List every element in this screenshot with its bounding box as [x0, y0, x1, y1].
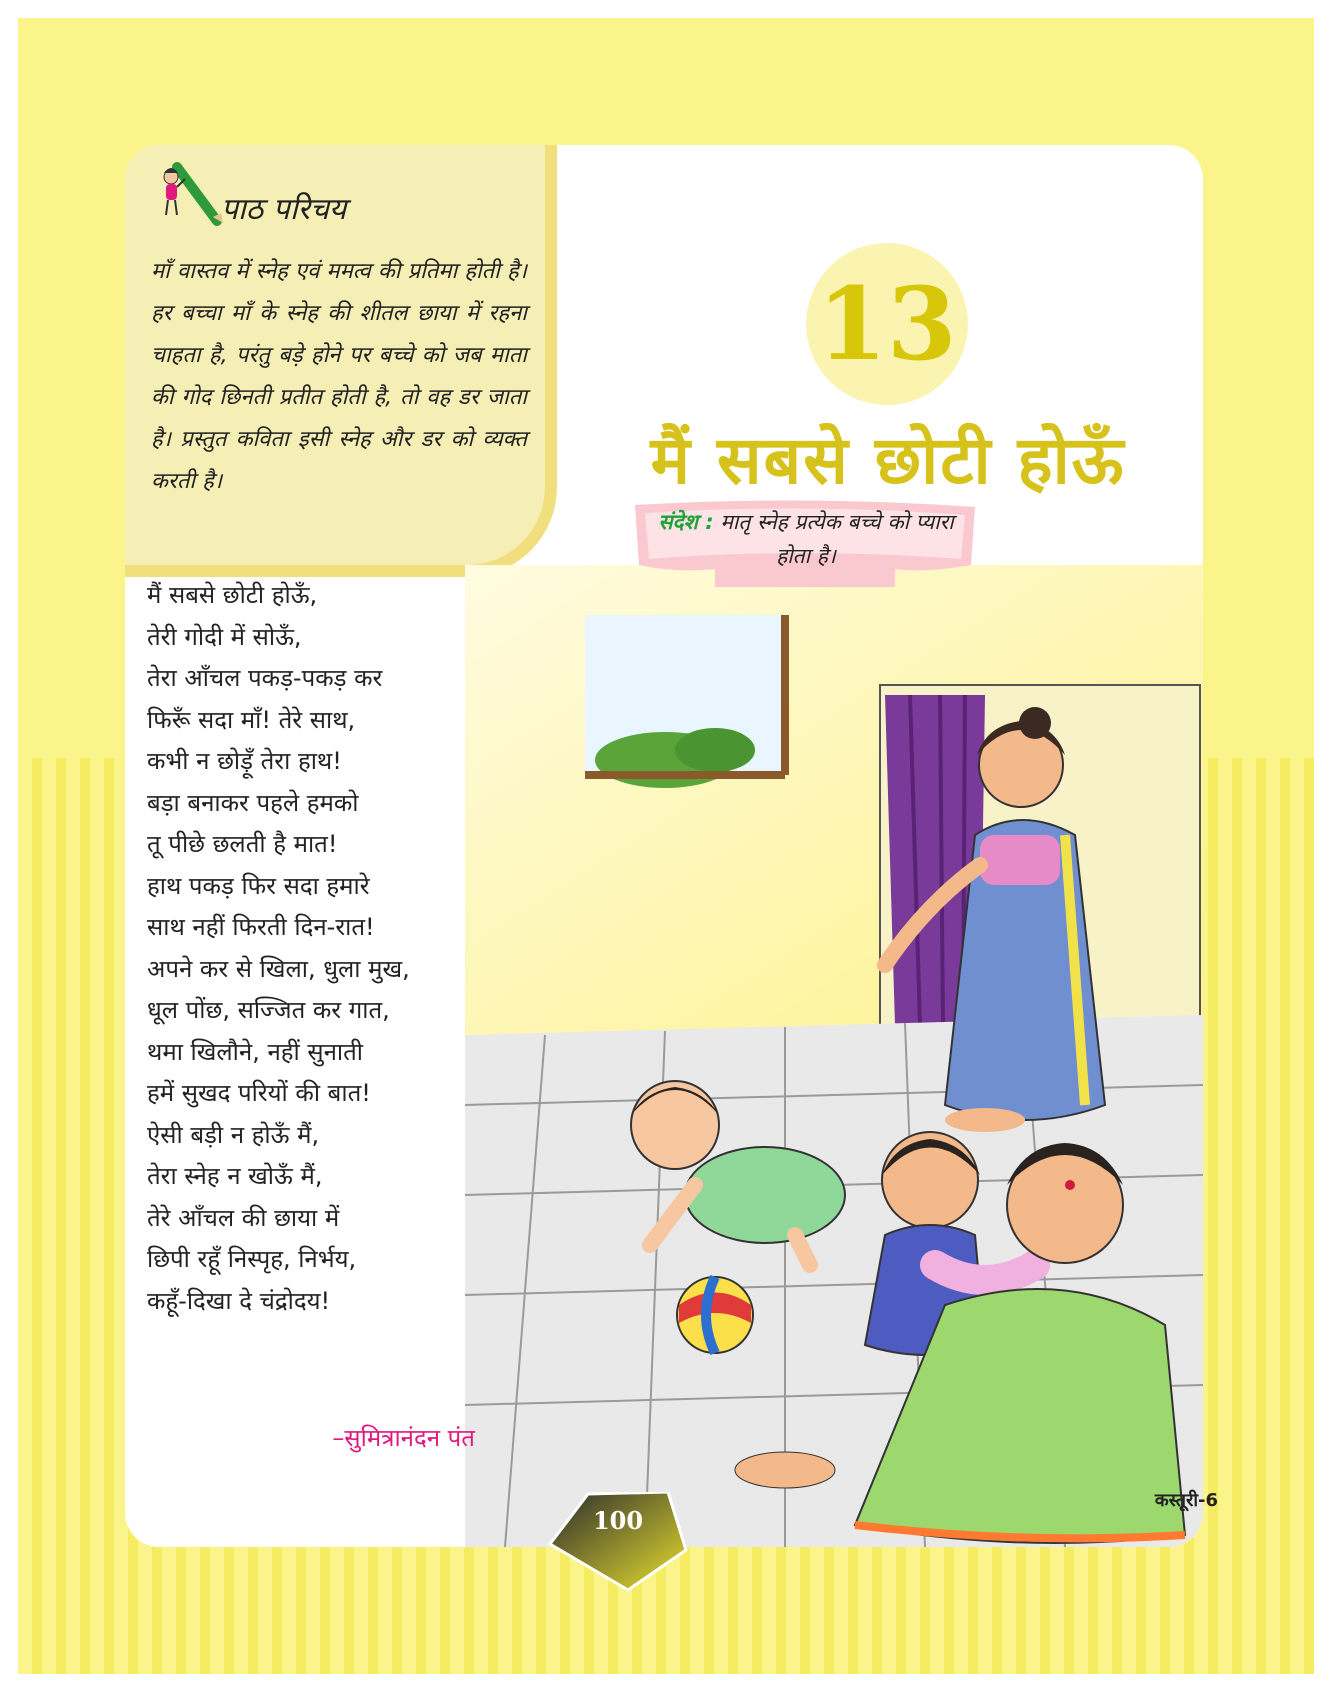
poem-line: थमा खिलौने, नहीं सुनाती: [147, 1037, 364, 1066]
poet-name: –सुमित्रानंदन पंत: [332, 1424, 475, 1452]
poem-line: साथ नहीं फिरती दिन-रात!: [147, 913, 375, 941]
poem-line: हाथ पकड़ फिर सदा हमारे: [147, 871, 370, 900]
page-number: 100: [592, 1506, 644, 1535]
poem-line: कभी न छोड़ूँ तेरा हाथ!: [147, 747, 342, 775]
poem-title: मैं सबसे छोटी होऊँ: [650, 422, 1126, 499]
poem-line: तू पीछे छलती है मात!: [147, 830, 338, 858]
poem-line: बड़ा बनाकर पहले हमको: [147, 788, 359, 817]
book-name: कस्तूरी-6: [1154, 1490, 1218, 1511]
ball: [677, 1277, 753, 1353]
chapter-number: 13: [817, 265, 957, 383]
girl-with-pencil-icon: [155, 151, 225, 231]
message-label: संदेश :: [658, 510, 714, 534]
poem-line: हमें सुखद परियों की बात!: [147, 1079, 371, 1107]
intro-box: [125, 145, 545, 565]
poem-line: अपने कर से खिला, धुला मुख,: [147, 954, 410, 983]
intro-text: माँ वास्तव में स्नेह एवं ममत्व की प्रतिमा होती है। हर बच्चा माँ के स्नेह की शीतल छाया में रहना चाहता है, परंतु बड़े होने पर बच्चे को जब माता की गोद छिनती प्रतीत होती है, तो वह डर जाता है। प्रस्तुत कविता इसी स्नेह और डर को व्यक्त करती है।: [151, 259, 527, 494]
mother-and-children-illustration: [465, 545, 1203, 1547]
chapter-number-badge: [809, 246, 965, 402]
poem-line: कहूँ-दिखा दे चंद्रोदय!: [147, 1286, 331, 1315]
poem-line: ऐसी बड़ी न होऊँ मैं,: [147, 1120, 320, 1149]
poem-line: तेरा आँचल पकड़-पकड़ कर: [147, 664, 383, 692]
poem-line: तेरा स्नेह न खोऊँ मैं,: [147, 1162, 323, 1190]
message-text: [651, 505, 961, 573]
intro-title: पाठ परिचय: [221, 192, 347, 227]
poem: [147, 575, 507, 1322]
poem-line: मैं सबसे छोटी होऊँ,: [147, 581, 318, 609]
textbook-page: [18, 18, 1314, 1674]
poem-line: धूल पोंछ, सज्जित कर गात,: [147, 996, 390, 1024]
poem-line: छिपी रहूँ निस्पृह, निर्भय,: [147, 1245, 357, 1273]
poem-line: तेरे आँचल की छाया में: [147, 1203, 340, 1232]
poem-line: तेरी गोदी में सोऊँ,: [147, 622, 302, 651]
content-card: [125, 145, 1203, 1547]
poem-line: फिरूँ सदा माँ! तेरे साथ,: [147, 705, 356, 734]
message-body: मातृ स्नेह प्रत्येक बच्चे को प्यारा होता है।: [720, 510, 954, 568]
